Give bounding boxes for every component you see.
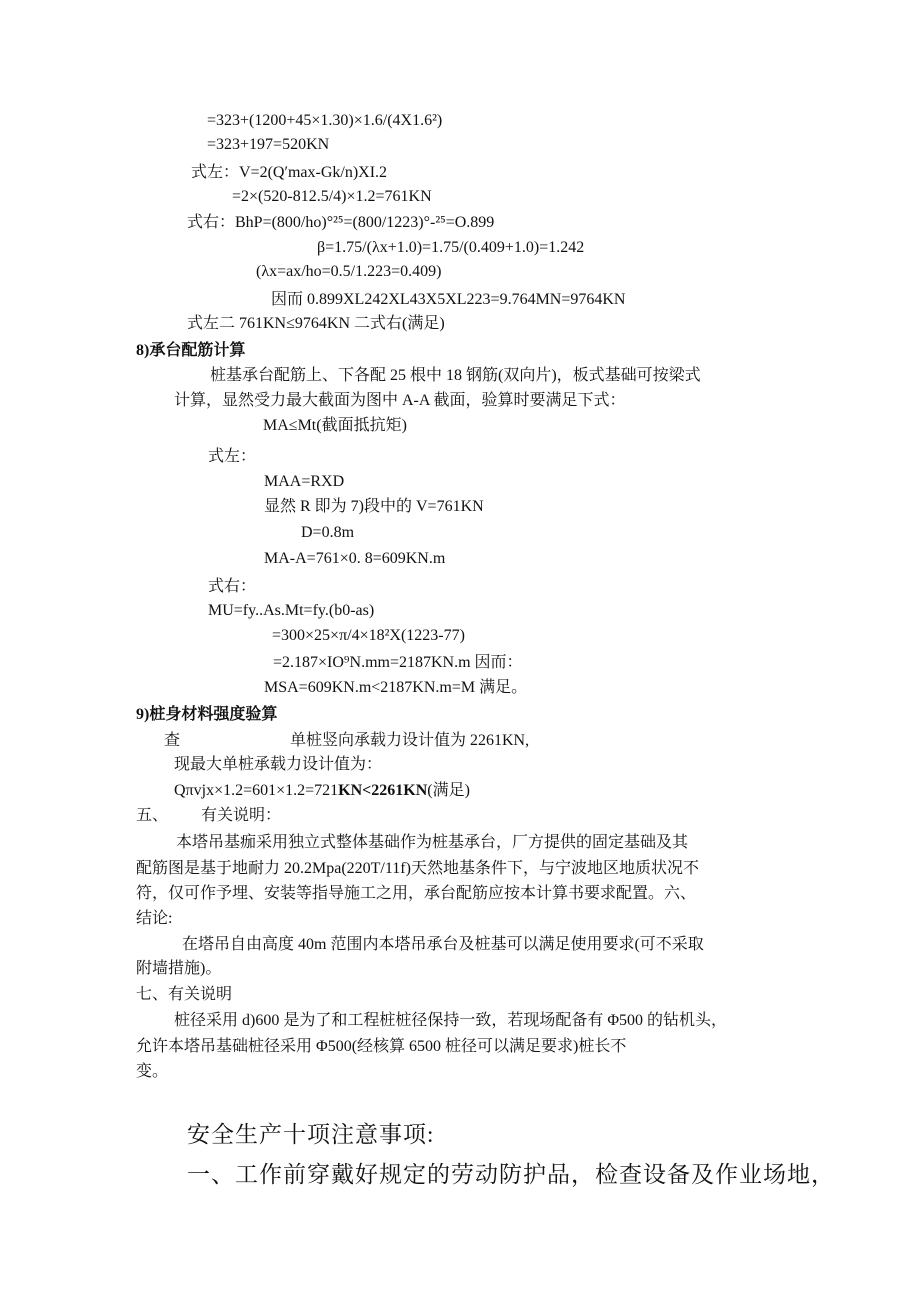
- formula-line: [174, 781, 470, 801]
- paragraph-line: 单桩竖向承载力设计值为 2261KN,: [290, 732, 530, 749]
- paragraph-line: 附墙措施)。: [136, 960, 222, 977]
- paragraph-line: 桩基承台配筋上、下各配 25 根中 18 钢筋(双向片)，板式基础可按梁式: [210, 367, 701, 384]
- paragraph-line: 在塔吊自由高度 40m 范围内本塔吊承台及桩基可以满足使用要求(可不采取: [182, 936, 704, 953]
- formula-line: (λx=ax/ho=0.5/1.223=0.409): [256, 263, 442, 280]
- section-heading: 有关说明：: [201, 807, 282, 824]
- formula-line: 显然 R 即为 7)段中的 V=761KN: [264, 498, 484, 515]
- formula-line: 因而 0.899XL242XL43X5XL223=9.764MN=9764KN: [271, 291, 626, 308]
- formula-part: Qπvjx×1.2=601×1.2=721: [174, 782, 339, 799]
- formula-line: MU=fy..As.Mt=fy.(b0-as): [208, 602, 375, 619]
- paragraph-line: 现最大单桩承载力设计值为：: [174, 756, 383, 773]
- formula-part: (满足): [427, 782, 470, 799]
- paragraph-line: 变。: [136, 1063, 169, 1080]
- paragraph-line: 计算，显然受力最大截面为图中 A-A 截面，验算时要满足下式：: [174, 392, 626, 409]
- formula-line: MAA=RXD: [264, 473, 345, 490]
- formula-line: =323+(1200+45×1.30)×1.6/(4X1.6²): [207, 112, 443, 129]
- formula-line: 式左：V=2(Q′max-Gk/n)XI.2: [191, 164, 388, 181]
- paragraph-line: 允许本塔吊基础桩径采用 Φ500(经核算 6500 桩径可以满足要求)桩长不: [136, 1038, 627, 1055]
- paragraph-line: 结论:: [136, 910, 173, 927]
- formula-line: MA-A=761×0. 8=609KN.m: [264, 550, 446, 567]
- formula-line: =300×25×π/4×18²X(1223-77): [272, 627, 465, 644]
- formula-bold-part: KN<2261KN: [338, 782, 428, 799]
- formula-line: =2.187×IO⁹N.mm=2187KN.m 因而：: [273, 654, 523, 671]
- formula-line: β=1.75/(λx+1.0)=1.75/(0.409+1.0)=1.242: [317, 239, 585, 256]
- paragraph-line: 配筋图是基于地耐力 20.2Mpa(220T/11f)天然地基条件下，与宁波地区地质状况不: [136, 860, 699, 877]
- section-number: 五、: [136, 807, 169, 824]
- page-heading: 安全生产十项注意事项:: [187, 1122, 435, 1147]
- formula-line: 式右：: [208, 578, 257, 595]
- paragraph-line: 符，仅可作予埋、安装等指导施工之用，承台配筋应按本计算书要求配置。六、: [136, 885, 697, 902]
- formula-line: MSA=609KN.m<2187KN.m=M 满足。: [264, 679, 528, 696]
- formula-line: MA≤Mt(截面抵抗矩): [263, 417, 407, 434]
- label-text: 查: [164, 732, 181, 749]
- formula-line: D=0.8m: [301, 524, 355, 541]
- formula-line: 式左二 761KN≤9764KN 二式右(满足): [187, 315, 445, 332]
- formula-line: =323+197=520KN: [207, 136, 330, 153]
- paragraph-line: 一、工作前穿戴好规定的劳动防护品，检查设备及作业场地，: [187, 1162, 835, 1187]
- section-heading: 七、有关说明: [136, 986, 233, 1003]
- formula-line: =2×(520-812.5/4)×1.2=761KN: [232, 188, 432, 205]
- formula-line: 式左：: [208, 448, 257, 465]
- paragraph-line: 本塔吊基痂采用独立式整体基础作为桩基承台，厂方提供的固定基础及其: [176, 834, 689, 851]
- formula-line: 式右：BhP=(800/ho)°²⁵=(800/1223)°-²⁵=O.899: [187, 214, 495, 231]
- section-heading: 8)承台配筋计算: [136, 342, 246, 359]
- section-heading: 9)桩身材料强度验算: [136, 706, 278, 723]
- paragraph-line: 桩径采用 d)600 是为了和工程桩桩径保持一致，若现场配备有 Φ500 的钻机头，: [174, 1012, 728, 1029]
